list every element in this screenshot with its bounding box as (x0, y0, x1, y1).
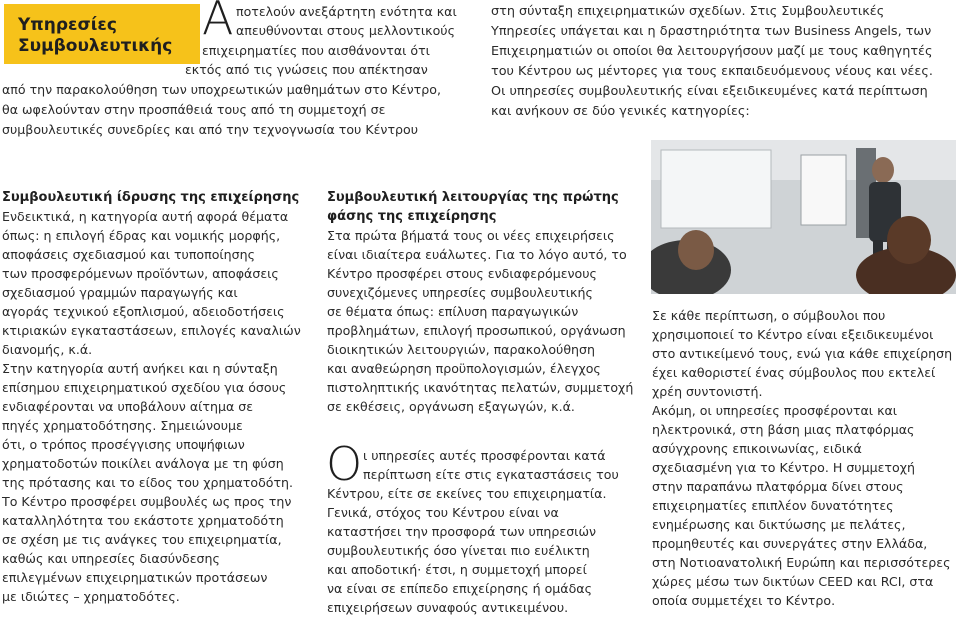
col2-line: Στα πρώτα βήματά τους οι νέες επιχειρήσεις (327, 228, 615, 243)
col1-line: καταλληλότητα του εκάστοτε χρηματοδότη (2, 513, 284, 528)
col2-dropcap: Ο (326, 437, 363, 491)
col2-line: Κέντρο προσφέρει στους ενδιαφερόμενους (327, 266, 597, 281)
col2-line: διοικητικών λειτουργιών, παρακολούθηση (327, 342, 595, 357)
column-2 (327, 188, 633, 416)
col1-line: των προσφερόμενων προϊόντων, αποφάσεις (2, 266, 279, 281)
col1-line: της πρότασης και το είδος του χρηματοδότη. (2, 475, 294, 490)
col2-line: συνεχιζόμενες υπηρεσίες συμβουλευτικής (327, 285, 593, 300)
col1-line: Στην κατηγορία αυτή ανήκει και η σύνταξη (2, 361, 278, 376)
right-top-line: Οι υπηρεσίες συμβουλευτικής είναι εξειδικευμένες κατά περίπτωση (491, 84, 928, 99)
col3-line: ενημέρωσης και δικτύωσης με πελάτες, (652, 517, 906, 532)
col1-line: επιλεγμένων επιχειρηματικών προτάσεων (2, 570, 268, 585)
col3-line: έχει καθοριστεί ένας σύμβουλος που εκτελεί (652, 365, 936, 380)
col1-line: επίσημου επιχειρηματικού σχεδίου για όσους (2, 380, 287, 395)
column-1 (2, 188, 301, 606)
col3-line: στην παραπάνω πλατφόρμα δίνει στους (652, 479, 904, 494)
right-top-line: στη σύνταξη επιχειρηματικών σχεδίων. Στις Συμβουλευτικές (491, 4, 885, 19)
col1-line: διανομής, κ.ά. (2, 342, 93, 357)
right-top-line: του Κέντρου ως μέντορες για τους εκπαιδευόμενους νέους και νέες. (491, 64, 933, 79)
col1-line: κτιριακών εγκαταστάσεων, επιλογές καναλιών (2, 323, 301, 338)
section-title-line2: Συμβουλευτικής (18, 36, 173, 56)
col1-line: αγοράς τεχνικού εξοπλισμού, αδειοδοτήσεις (2, 304, 285, 319)
col3-line: ασύγχρονης επικοινωνίας, ειδικά (652, 441, 862, 456)
col3-line: σχεδιασμένη για το Κέντρο. Η συμμετοχή (652, 460, 915, 475)
col3-line: οποία συμμετέχει το Κέντρο. (652, 593, 836, 608)
right-top-line: Υπηρεσίες υπάγεται και η δραστηριότητα των Business Angels, των (491, 24, 932, 39)
col1-line: Ενδεικτικά, η κατηγορία αυτή αφορά θέματα (2, 209, 289, 224)
section-title-box (4, 4, 200, 64)
col3-line: χρέη συντονιστή. (652, 384, 763, 399)
col3-line: ηλεκτρονικά, στη βάση μιας πλατφόρμας (652, 422, 915, 437)
col3-line: επιχειρηματίες επιπλέον δυνατότητες (652, 498, 894, 513)
col2-para2-line: επιχειρήσεων συναφούς αντικειμένου. (327, 600, 569, 615)
col1-line: καθώς και υπηρεσίες διασύνδεσης (2, 551, 220, 566)
col3-line: Ακόμη, οι υπηρεσίες προσφέρονται και (652, 403, 898, 418)
right-top-paragraph (491, 2, 933, 122)
col2-line: σε θέματα όπως: επίλυση παραγωγικών (327, 304, 579, 319)
seminar-photo-image (651, 140, 956, 294)
col2-para2-line: Γενικά, στόχος του Κέντρου είναι να (327, 505, 559, 520)
intro-line: εκτός από τις γνώσεις που απέκτησαν (185, 62, 428, 77)
seminar-photo (651, 140, 956, 294)
col1-line: ότι, ο τρόπος προσέγγισης υποψήφιων (2, 437, 245, 452)
col2-line: και αναθεώρηση προϋπολογισμών, έλεγχος (327, 361, 601, 376)
col2-paragraph-2 (327, 446, 619, 617)
col3-line: χρησιμοποιεί το Κέντρο είναι εξειδικευμένοι (652, 327, 934, 342)
column-3 (652, 306, 952, 610)
col2-para2-line: ι υπηρεσίες αυτές προσφέρονται κατά (363, 448, 606, 463)
col1-line: σε σχέση με τις ανάγκες του επιχειρηματία, (2, 532, 282, 547)
right-top-line: και ανήκουν σε δύο γενικές κατηγορίες: (491, 104, 750, 119)
col3-line: στο αντικείμενό τους, ενώ για κάθε επιχείρηση (652, 346, 953, 361)
intro-line: θα ωφελούνταν στην προσπάθειά τους από τη συμμετοχή σε (2, 102, 386, 117)
col3-line: χώρες μέσω των δικτύων CEED και RCI, στα (652, 574, 934, 589)
col2-para2-line: να είναι σε επίπεδο επιχείρησης ή ομάδας (327, 581, 592, 596)
col2-line: προβλημάτων, επιλογή προσωπικού, οργάνωση (327, 323, 626, 338)
col2-para2-line: περίπτωση είτε στις εγκαταστάσεις του (363, 467, 619, 482)
col2-para2-line: καταστήσει την προσφορά των υπηρεσιών (327, 524, 597, 539)
intro-line: από την παρακολούθηση των υποχρεωτικών μαθημάτων στο Κέντρο, (2, 82, 441, 97)
right-top-line: Επιχειρηματιών οι οποίοι θα λειτουργήσουν μαζί με τους καθηγητές (491, 44, 933, 59)
col1-line: όπως: η επιλογή έδρας και νομικής μορφής, (2, 228, 281, 243)
intro-line: συμβουλευτικές συνεδρίες και από την τεχνογνωσία του Κέντρου (2, 122, 419, 137)
intro-line: απευθύνονται στους μελλοντικούς (236, 23, 455, 38)
col1-line: χρηματοδοτών ποικίλει ανάλογα με τη φύση (2, 456, 284, 471)
col1-line: σχεδιασμού γραμμών παραγωγής και (2, 285, 238, 300)
col2-line: σε εκθέσεις, οργάνωση εξαγωγών, κ.ά. (327, 399, 575, 414)
col1-line: Το Κέντρο προσφέρει συμβουλές ως προς την (2, 494, 292, 509)
section-title-line1: Υπηρεσίες (18, 15, 117, 35)
col1-heading: Συμβουλευτική ίδρυσης της επιχείρησης (2, 190, 300, 205)
col1-line: πηγές χρηματοδότησης. Σημειώνουμε (2, 418, 243, 433)
col3-line: Σε κάθε περίπτωση, ο σύμβουλοι που (652, 308, 886, 323)
col2-para2-line: Κέντρου, είτε σε εκείνες του επιχειρηματία. (327, 486, 607, 501)
col3-line: προμηθευτές και συνεργάτες στην Ελλάδα, (652, 536, 928, 551)
col2-para2-line: συμβουλευτικής όσο γίνεται πιο ευέλικτη (327, 543, 590, 558)
intro-dropcap: Α (202, 0, 234, 45)
col2-line: είναι ιδιαίτερα ευάλωτες. Για το λόγο αυτό, το (327, 247, 627, 262)
col2-para2-line: και αποδοτική· έτσι, η συμμετοχή μπορεί (327, 562, 587, 577)
col1-line: με ιδιώτες – χρηματοδότες. (2, 589, 180, 604)
col2-line: πιστοληπτικής ικανότητας πελατών, συμμετοχή (327, 380, 634, 395)
col3-line: στη Νοτιοανατολική Ευρώπη και περισσότερες (652, 555, 951, 570)
col2-heading-line: φάσης της επιχείρησης (327, 209, 497, 224)
col1-line: ενδιαφέρονται να υποβάλουν αίτημα σε (2, 399, 254, 414)
intro-line: ποτελούν ανεξάρτητη ενότητα και (236, 4, 457, 19)
col1-line: αποφάσεις σχεδιασμού και τυποποίησης (2, 247, 255, 262)
intro-line: επιχειρηματίες που αισθάνονται ότι (202, 43, 430, 58)
col2-heading-line: Συμβουλευτική λειτουργίας της πρώτης (327, 190, 619, 205)
